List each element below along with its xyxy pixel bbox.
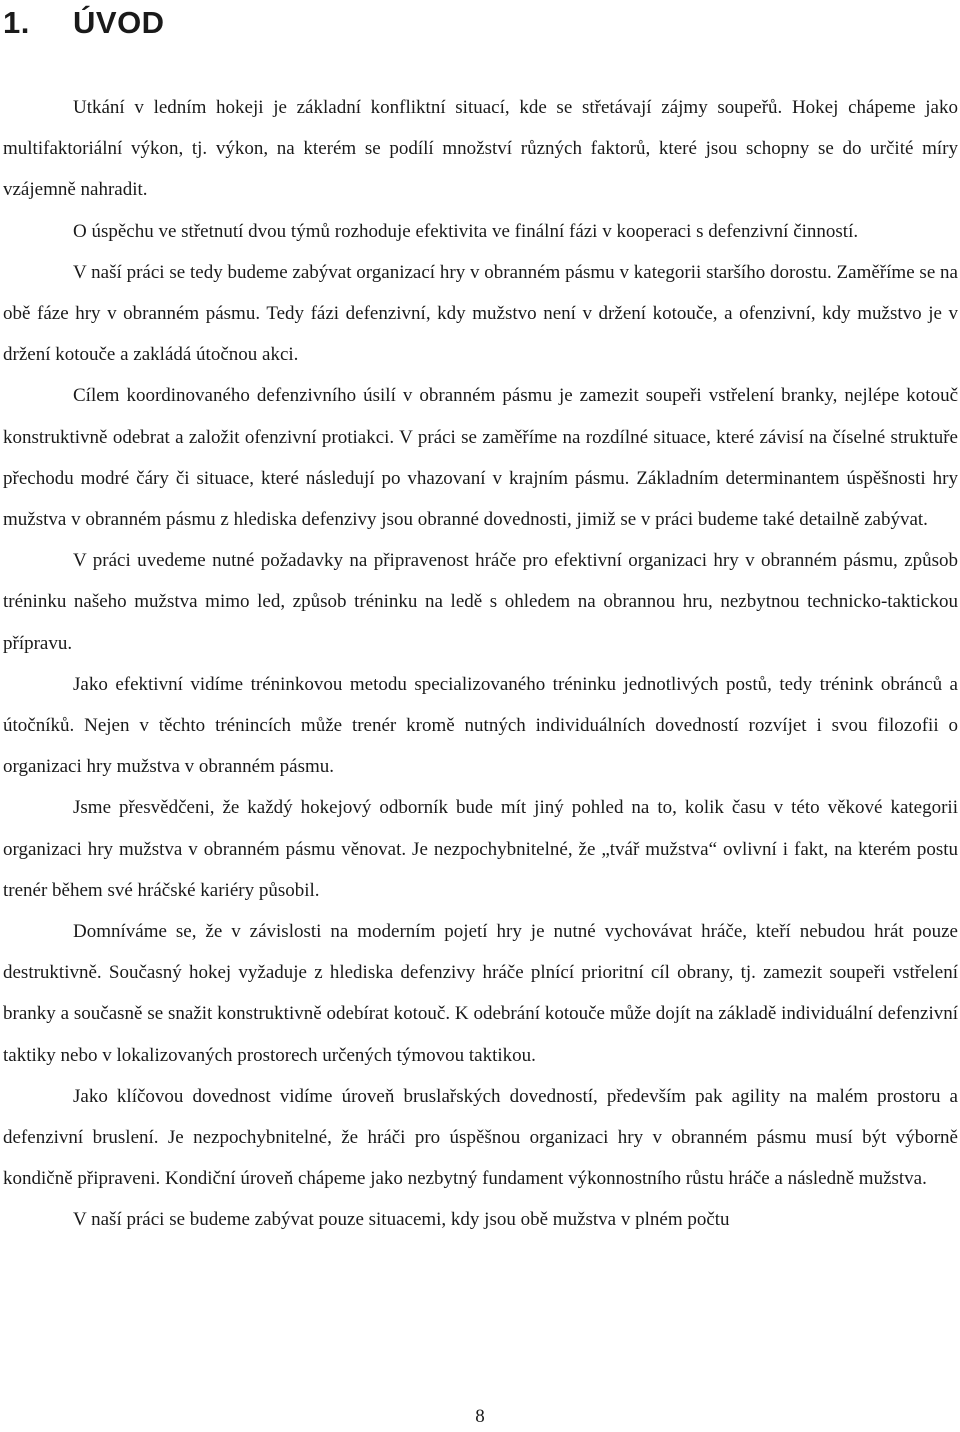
paragraph: V práci uvedeme nutné požadavky na připravenost hráče pro efektivní organizaci hry v obranném pásmu, způsob tréninku našeho mužstva mimo led, způsob tréninku na ledě s ohledem na obrannou hru, nezbytnou technicko-taktickou přípravu.: [3, 550, 958, 654]
paragraph: Jako klíčovou dovednost vidíme úroveň bruslařských dovedností, především pak agility na malém prostoru a defenzivní bruslení. Je nezpochybnitelné, že hráči pro úspěšnou organizaci hry v obranném pásmu musí být výborně kondičně připraveni. Kondiční úroveň chápeme jako nezbytný fundament výkonnostního růstu hráče a následně mužstva.: [3, 1085, 958, 1190]
paragraph: O úspěchu ve střetnutí dvou týmů rozhoduje efektivita ve finální fázi v kooperaci s defenzivní činností.: [73, 220, 859, 242]
paragraph: V naší práci se budeme zabývat pouze situacemi, kdy jsou obě mužstva v plném počtu: [73, 1209, 730, 1231]
paragraph: V naší práci se tedy budeme zabývat organizací hry v obranném pásmu v kategorii staršího dorostu. Zaměříme se na obě fáze hry v obranném pásmu. Tedy fázi defenzivní, kdy mužstvo není v držení kotouče, a ofenzivní, kdy mužstvo je v držení kotouče a zakládá útočnou akci.: [3, 261, 958, 366]
paragraph: Jako efektivní vidíme tréninkovou metodu specializovaného tréninku jednotlivých postů, tedy trénink obránců a útočníků. Nejen v těchto trénincích může trenér kromě nutných individuálních dovedností rozvíjet i svou filozofii o organizaci hry mužstva v obranném pásmu.: [3, 673, 958, 778]
page-number: 8: [475, 1406, 485, 1427]
paragraph: Domníváme se, že v závislosti na moderním pojetí hry je nutné vychovávat hráče, kteří nebudou hrát pouze destruktivně. Současný hokej vyžaduje z hlediska defenzivy hráče plnící prioritní cíl obrany, tj. zamezit soupeři vstřelení branky a současně se snažit konstruktivně odebírat kotouč. K odebrání kotouče může dojít na základě individuální defenzivní taktiky nebo v lokalizovaných prostorech určených týmovou taktikou.: [3, 921, 958, 1066]
body-text: [3, 87, 958, 1241]
chapter-heading: [3, 3, 165, 43]
chapter-number: 1.: [3, 5, 30, 40]
paragraph: Cílem koordinovaného defenzivního úsilí v obranném pásmu je zamezit soupeři vstřelení branky, nejlépe kotouč konstruktivně odebrat a založit ofenzivní protiakci. V práci se zaměříme na rozdílné situace, které závisí na číselné struktuře přechodu modré čáry či situace, které následují po vhazovaní v krajním pásmu. Základním determinantem úspěšnosti hry mužstva v obranném pásmu z hlediska defenzivy jsou obranné dovednosti, jimiž se v práci budeme také detailně zabývat.: [3, 385, 958, 531]
paragraph: Jsme přesvědčeni, že každý hokejový odborník bude mít jiný pohled na to, kolik času v této věkové kategorii organizaci hry mužstva v obranném pásmu věnovat. Je nezpochybnitelné, že „tvář mužstva“ ovlivní i fakt, na kterém postu trenér během své hráčské kariéry působil.: [3, 797, 958, 901]
paragraph: Utkání v ledním hokeji je základní konfliktní situací, kde se střetávají zájmy soupeřů. Hokej chápeme jako multifaktoriální výkon, tj. výkon, na kterém se podílí množství různých faktorů, které jsou schopny se do určité míry vzájemně nahradit.: [3, 97, 958, 201]
chapter-title: ÚVOD: [73, 5, 165, 40]
